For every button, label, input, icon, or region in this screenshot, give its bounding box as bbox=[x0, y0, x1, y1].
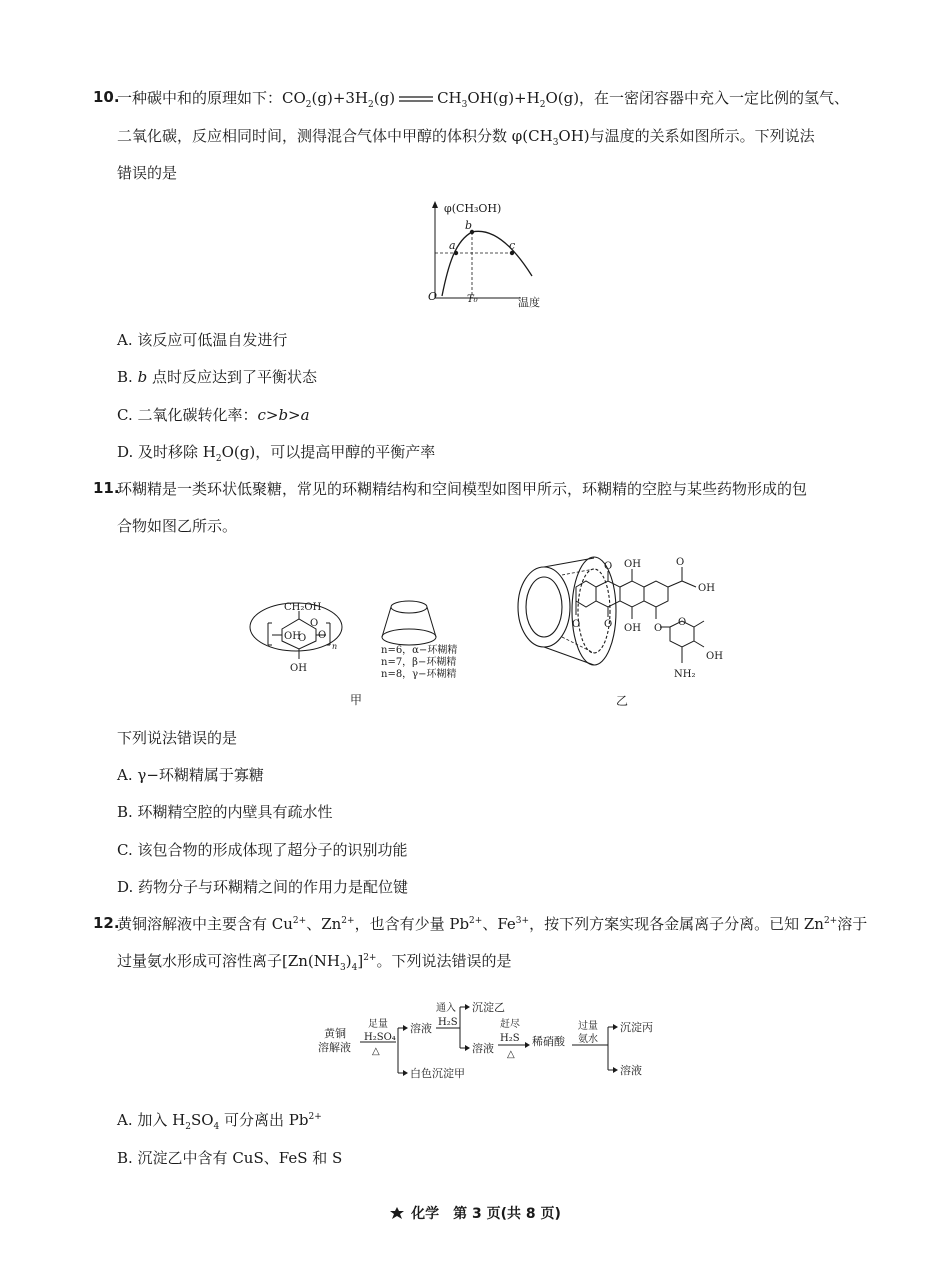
flow-heat2: △ bbox=[507, 1049, 515, 1060]
y-axis-arrow-icon bbox=[432, 201, 438, 208]
drug-ring3 bbox=[620, 581, 644, 607]
jia-n: n bbox=[332, 642, 338, 651]
jia-o1: O bbox=[310, 618, 319, 629]
q11-option-a: A. γ−环糊精属于寡糖 bbox=[117, 766, 264, 784]
question-number-11: 11. bbox=[93, 479, 120, 497]
footer-page: 第 3 页(共 8 页) bbox=[453, 1206, 561, 1222]
yi-o-center: O bbox=[604, 619, 613, 630]
q11-option-d: D. 药物分子与环糊精之间的作用力是配位键 bbox=[117, 878, 409, 896]
yi-caption: 乙 bbox=[616, 694, 629, 708]
footer-subject: 化学 bbox=[411, 1206, 440, 1222]
q12-option-b: B. 沉淀乙中含有 CuS、FeS 和 S bbox=[117, 1149, 343, 1167]
q10-option-c: C. 二氧化碳转化率：c>b>a bbox=[117, 406, 310, 424]
q11-option-c: C. 该包合物的形成体现了超分子的识别功能 bbox=[117, 841, 408, 859]
yi-o-top: O bbox=[676, 557, 685, 568]
q10-option-b: B. b 点时反应达到了平衡状态 bbox=[117, 368, 317, 386]
flow-reagent1-top: 足量 bbox=[368, 1019, 388, 1030]
q12-option-a: A. 加入 $H_2SO_4$ 可分离出 $Pb^{2+}$ bbox=[117, 1111, 322, 1132]
graph-label-c: c bbox=[509, 239, 516, 252]
graph-origin: O bbox=[428, 290, 438, 303]
q11-stem-line2: 合物如图乙所示。 bbox=[117, 517, 238, 535]
emblem-icon bbox=[389, 1206, 405, 1220]
flow-start1: 黄铜 bbox=[324, 1027, 346, 1040]
q11-option-b: B. 环糊精空腔的内壁具有疏水性 bbox=[117, 803, 333, 821]
q12-flowchart bbox=[314, 995, 674, 1085]
q10-option-a: A. 该反应可低温自发进行 bbox=[117, 331, 288, 349]
flow-h2s-2: H₂S bbox=[500, 1033, 520, 1044]
yi-o-ring: O bbox=[654, 623, 663, 634]
q11-figure-yi bbox=[510, 555, 760, 715]
jia-oh2: OH bbox=[290, 663, 307, 674]
graph-label-a: a bbox=[449, 239, 456, 252]
cone-bottom bbox=[382, 629, 436, 645]
flow-solution3: 溶液 bbox=[620, 1064, 642, 1077]
graph-xlabel: 温度 bbox=[518, 296, 540, 309]
drug-ring2 bbox=[596, 581, 620, 607]
yi-oh-right: OH bbox=[698, 583, 715, 594]
q10-option-d: D. 及时移除 $H_2O(g)$，可以提高甲醇的平衡产率 bbox=[117, 443, 436, 464]
yi-o-methoxy: O bbox=[572, 619, 581, 630]
flow-precip-jia: 白色沉淀甲 bbox=[410, 1067, 465, 1080]
jia-legend1: n=6，α−环糊精 bbox=[381, 645, 458, 656]
jia-legend2: n=7，β−环糊精 bbox=[381, 657, 457, 668]
jia-legend3: n=8，γ−环糊精 bbox=[381, 669, 457, 680]
flow-reagent1-bot: △ bbox=[372, 1046, 380, 1057]
jia-oh1: OH bbox=[284, 631, 301, 642]
flow-excess: 过量 bbox=[578, 1021, 598, 1032]
graph-label-b: b bbox=[465, 219, 473, 232]
equilibrium-arrow-icon bbox=[397, 93, 435, 105]
q11-question: 下列说法错误的是 bbox=[117, 729, 238, 747]
drug-ring4 bbox=[644, 581, 668, 607]
jia-o2: O bbox=[298, 633, 307, 644]
flow-solution2: 溶液 bbox=[472, 1042, 494, 1055]
question-number-10: 10. bbox=[93, 88, 120, 106]
graph-tick-t0: T₀ bbox=[467, 294, 478, 305]
flow-precip-yi: 沉淀乙 bbox=[472, 1001, 505, 1014]
flow-reagent1-mid: H₂SO₄ bbox=[364, 1032, 396, 1043]
cylinder-back-inner bbox=[578, 569, 613, 653]
q11-figure-jia bbox=[244, 595, 484, 710]
yi-nh2: NH₂ bbox=[674, 669, 696, 680]
yi-oh-top: OH bbox=[624, 559, 641, 570]
flow-h2s-1: H₂S bbox=[438, 1017, 458, 1028]
jia-ch2oh: CH₂OH bbox=[284, 602, 322, 613]
flow-pass-in: 通入 bbox=[436, 1003, 456, 1014]
yi-o-ketone: O bbox=[604, 561, 613, 572]
flow-start2: 溶解液 bbox=[318, 1041, 351, 1054]
q11-stem-line1: 环糊精是一类环状低聚糖，常见的环糊精结构和空间模型如图甲所示，环糊精的空腔与某些药物形成的包 bbox=[117, 480, 808, 498]
q10-stem-line1: 一种碳中和的原理如下：$CO_2(g)+3H_2(g)$ $CH_3OH(g)+H_2O(g)$，在一密闭容器中充入一定比例的氢气、 bbox=[117, 89, 850, 110]
yi-oh-sugar: OH bbox=[706, 651, 723, 662]
flow-dilute-hno3: 稀硝酸 bbox=[532, 1035, 565, 1048]
graph-ylabel: φ(CH₃OH) bbox=[444, 202, 502, 215]
cylinder-back-outer bbox=[572, 557, 616, 665]
q12-stem-line2: 过量氨水形成可溶性离子$[Zn(NH_3)_4]^{2+}$。下列说法错误的是 bbox=[117, 952, 512, 973]
flow-solution1: 溶液 bbox=[410, 1022, 432, 1035]
jia-caption: 甲 bbox=[350, 693, 363, 707]
q10-stem-line2: 二氧化碳，反应相同时间，测得混合气体中甲醇的体积分数 $\varphi(CH_3OH)$与温度的关系如图所示。下列说法 bbox=[117, 127, 815, 148]
q10-figure-graph bbox=[420, 196, 560, 311]
question-number-12: 12. bbox=[93, 914, 120, 932]
yi-o-sugar: O bbox=[678, 617, 687, 628]
flow-drive-off: 赶尽 bbox=[500, 1019, 520, 1030]
q12-stem-line1: 黄铜溶解液中主要含有 $Cu^{2+}$、$Zn^{2+}$，也含有少量 $Pb^{2+}$、$Fe^{3+}$，按下列方案实现各金属离子分离。已知 $Zn^{2+}$溶于 bbox=[117, 915, 868, 933]
cylinder-front-inner bbox=[526, 577, 562, 637]
jia-o3: O bbox=[318, 630, 327, 641]
yi-oh-bottom: OH bbox=[624, 623, 641, 634]
q10-stem-line3: 错误的是 bbox=[117, 164, 178, 182]
flow-ammonia: 氨水 bbox=[578, 1034, 598, 1045]
cone-top bbox=[391, 601, 427, 613]
flow-precip-bing: 沉淀丙 bbox=[620, 1021, 653, 1034]
page-footer bbox=[0, 1203, 950, 1223]
